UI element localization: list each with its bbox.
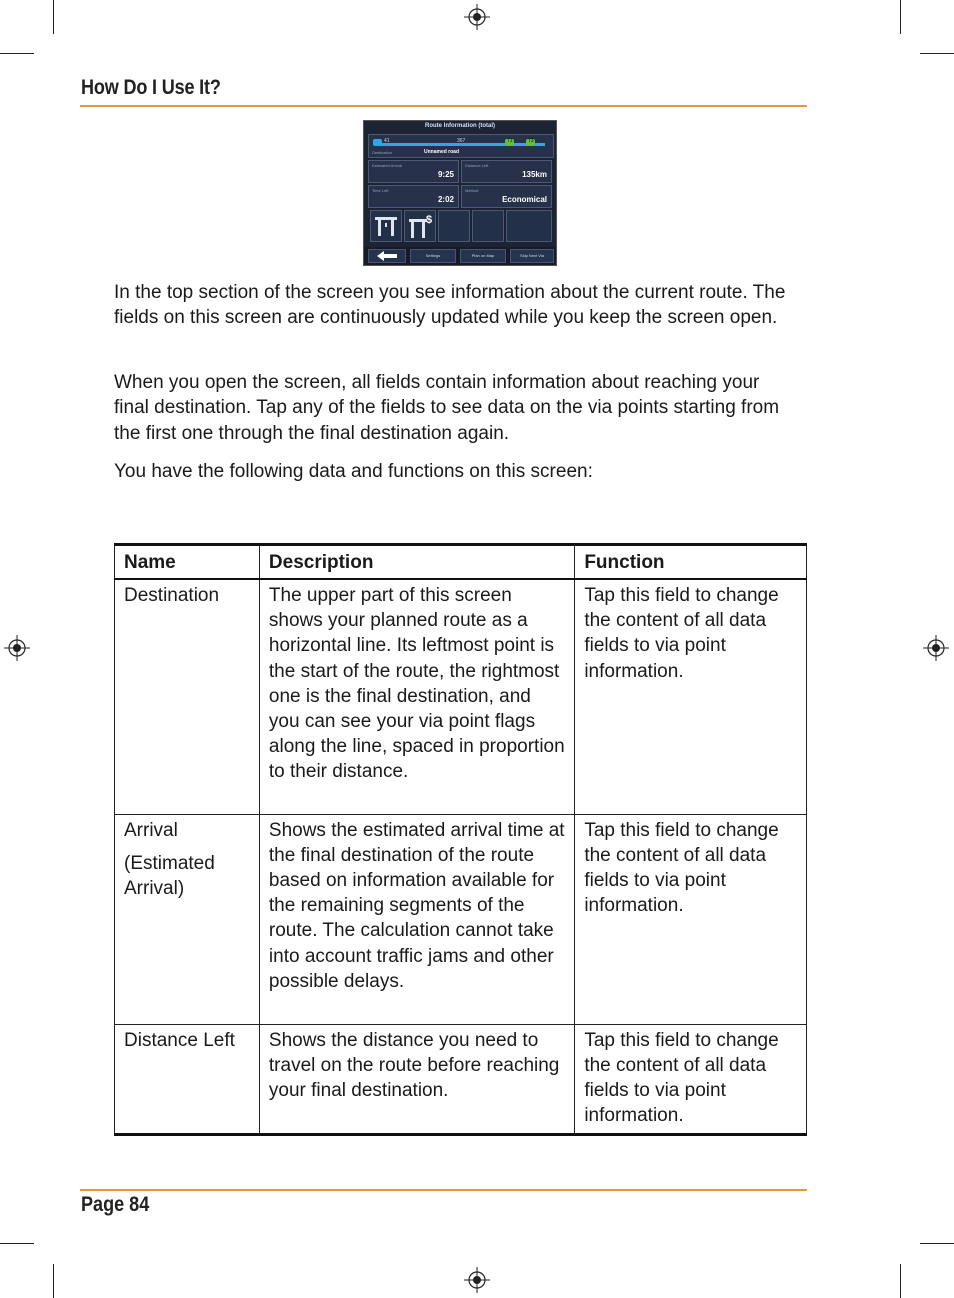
field-value: Economical [502,195,547,204]
estimated-arrival-field [368,160,459,183]
cell-function: Tap this field to change the content of all data fields to via point information. [575,814,807,1024]
column-header-name: Name [115,545,260,580]
field-value: 135km [522,170,547,179]
field-label: Estimated Arrival [372,163,403,168]
field-value: 2:02 [437,195,454,204]
table-header-row [115,545,807,580]
route-label: Destination [372,150,393,155]
functions-intro: You have the following data and functions on this screen: [114,461,593,482]
row-name-extra: (Estimated Arrival) [124,852,215,899]
plan-on-map-button: Plan on Map [460,249,506,263]
row-name: Destination [124,585,220,606]
route-info-screenshot [363,120,557,266]
cell-description: The upper part of this screen shows your planned route as a horizontal line. Its leftmost point is the start of the route, the rightmost one is the final destination, and you can see your via point flags along the line, spaced in proportion to their distance. [259,579,574,814]
route-line-field [368,134,554,158]
via-flag-label: 71 [507,138,513,144]
cell-description: Shows the estimated arrival time at the final destination of the route based on information available for the remaining segments of the route. The calculation cannot take into account traffic jams and other possible delays. [259,814,574,1024]
header-rule [80,105,807,107]
empty-tile [506,210,552,242]
cell-name [115,1024,260,1135]
cell-function: Tap this field to change the content of all data fields to via point information. [575,1024,807,1135]
via-flag-label: 73 [528,138,534,144]
crop-mark [0,53,34,54]
table-row [115,579,807,814]
crop-mark [53,0,54,34]
registration-mark-icon [464,1267,490,1293]
column-header-function: Function [575,545,807,580]
highway-icon [370,210,402,242]
empty-tile [438,210,470,242]
bottom-bar [364,247,556,265]
via-flag-label: 41 [384,138,390,144]
registration-mark-icon [464,4,490,30]
screen-title: Route Information (total) [425,123,495,129]
empty-tile [472,210,504,242]
time-left-field [368,185,459,208]
intro-paragraph: In the top section of the screen you see information about the current route. The fields on this screen are continuously updated while you keep the screen open. [114,282,786,329]
arrow-left-icon [377,251,397,261]
field-label: Method [465,188,479,193]
back-button [368,249,406,263]
row-name: Distance Left [124,1029,235,1051]
route-info-table [114,543,807,1136]
road-name: Unnamed road [424,149,460,155]
crop-mark [920,1243,954,1244]
cell-description: Shows the distance you need to travel on the route before reaching your final destination. [259,1024,574,1135]
cell-function: Tap this field to change the content of all data fields to via point information. [575,579,807,814]
cell-name [115,579,260,814]
crop-mark [900,0,901,34]
table-row [115,1024,807,1135]
method-field [461,185,552,208]
svg-text:$: $ [426,214,433,226]
cell-name [115,814,260,1024]
settings-button: Settings [410,249,456,263]
table-row [115,814,807,1024]
registration-mark-icon [923,635,949,661]
footer-rule [80,1189,807,1191]
column-header-description: Description [259,545,574,580]
page-number: Page 84 [81,1193,150,1216]
fields-paragraph: When you open the screen, all fields contain information about reaching your final destination. Tap any of the fields to see data on the via points starting from the first one through the final destination again. [114,372,780,444]
skip-next-via-button: Skip Next Via [510,249,554,263]
crop-mark [920,53,954,54]
field-label: Time Left [372,188,389,193]
distance-left-field [461,160,552,183]
field-value: 9:25 [437,170,454,179]
field-label: Distance Left [465,163,489,168]
row-name: Arrival [124,819,178,841]
section-title: How Do I Use It? [81,76,221,99]
via-flag-label: 367 [457,138,466,144]
crop-mark [0,1243,34,1244]
via-flag-icon [373,139,382,146]
registration-mark-icon [4,635,30,661]
toll-road-icon [404,210,436,242]
crop-mark [900,1264,901,1298]
crop-mark [53,1264,54,1298]
